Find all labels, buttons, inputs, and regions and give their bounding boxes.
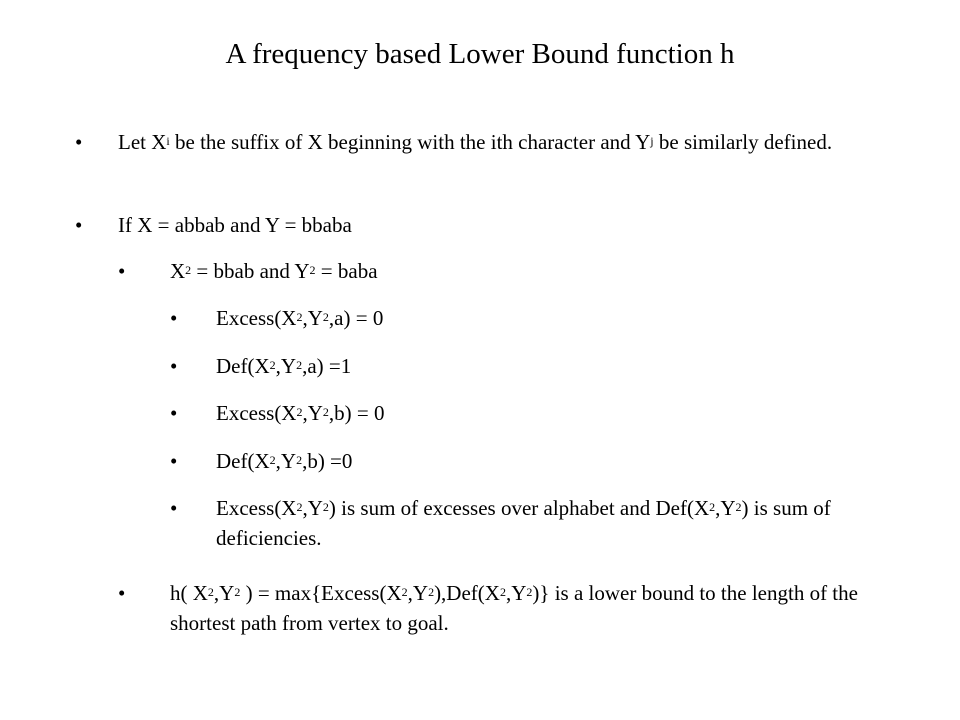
bullet-dot: • (75, 213, 83, 237)
bullet-sum-definition (170, 493, 870, 553)
bullet-dot: • (170, 496, 178, 520)
bullet-dot: • (170, 354, 178, 378)
bullet-text: If X = abbab and Y = bbaba (118, 213, 352, 237)
bullet-excess-b (170, 398, 870, 428)
bullet-dot: • (170, 306, 178, 330)
bullet-suffixes (118, 256, 898, 286)
bullet-text: h( $X^2,Y^2$ ) = $\max\{Excess(X^2,Y^2),Def(X^2,Y^2)\}$ is a lower bound to the length of the shortest path from vertex to goal. (170, 581, 858, 635)
bullet-example (75, 210, 895, 240)
bullet-dot: • (170, 401, 178, 425)
bullet-text: $Def(X^2,Y^2,a) =1$ (216, 354, 352, 378)
bullet-text: $X^2$ = bbab and $Y^2$ = baba (170, 259, 378, 283)
bullet-text: $Excess(X^2,Y^2,a) = 0$ (216, 306, 384, 330)
bullet-text: $Excess(X^2,Y^2,b) = 0$ (216, 401, 385, 425)
bullet-dot: • (118, 259, 126, 283)
bullet-excess-a (170, 303, 870, 333)
bullet-text: $Excess(X^2,Y^2)$ is sum of excesses over alphabet and $Def(X^2,Y^2)$ is sum of deficiencies. (216, 496, 831, 550)
bullet-text: Let $X^i$ be the suffix of X beginning with the ith character and $Y^j$ be similarly defined. (118, 130, 833, 154)
bullet-dot: • (170, 449, 178, 473)
bullet-lower-bound (118, 578, 898, 638)
slide-title: A frequency based Lower Bound function h (225, 38, 735, 70)
bullet-def-b (170, 446, 870, 476)
bullet-def-a (170, 351, 870, 381)
bullet-suffix-definition (75, 127, 895, 157)
bullet-text: $Def(X^2,Y^2,b) =0$ (216, 449, 353, 473)
bullet-dot: • (118, 581, 126, 605)
bullet-dot: • (75, 130, 83, 154)
